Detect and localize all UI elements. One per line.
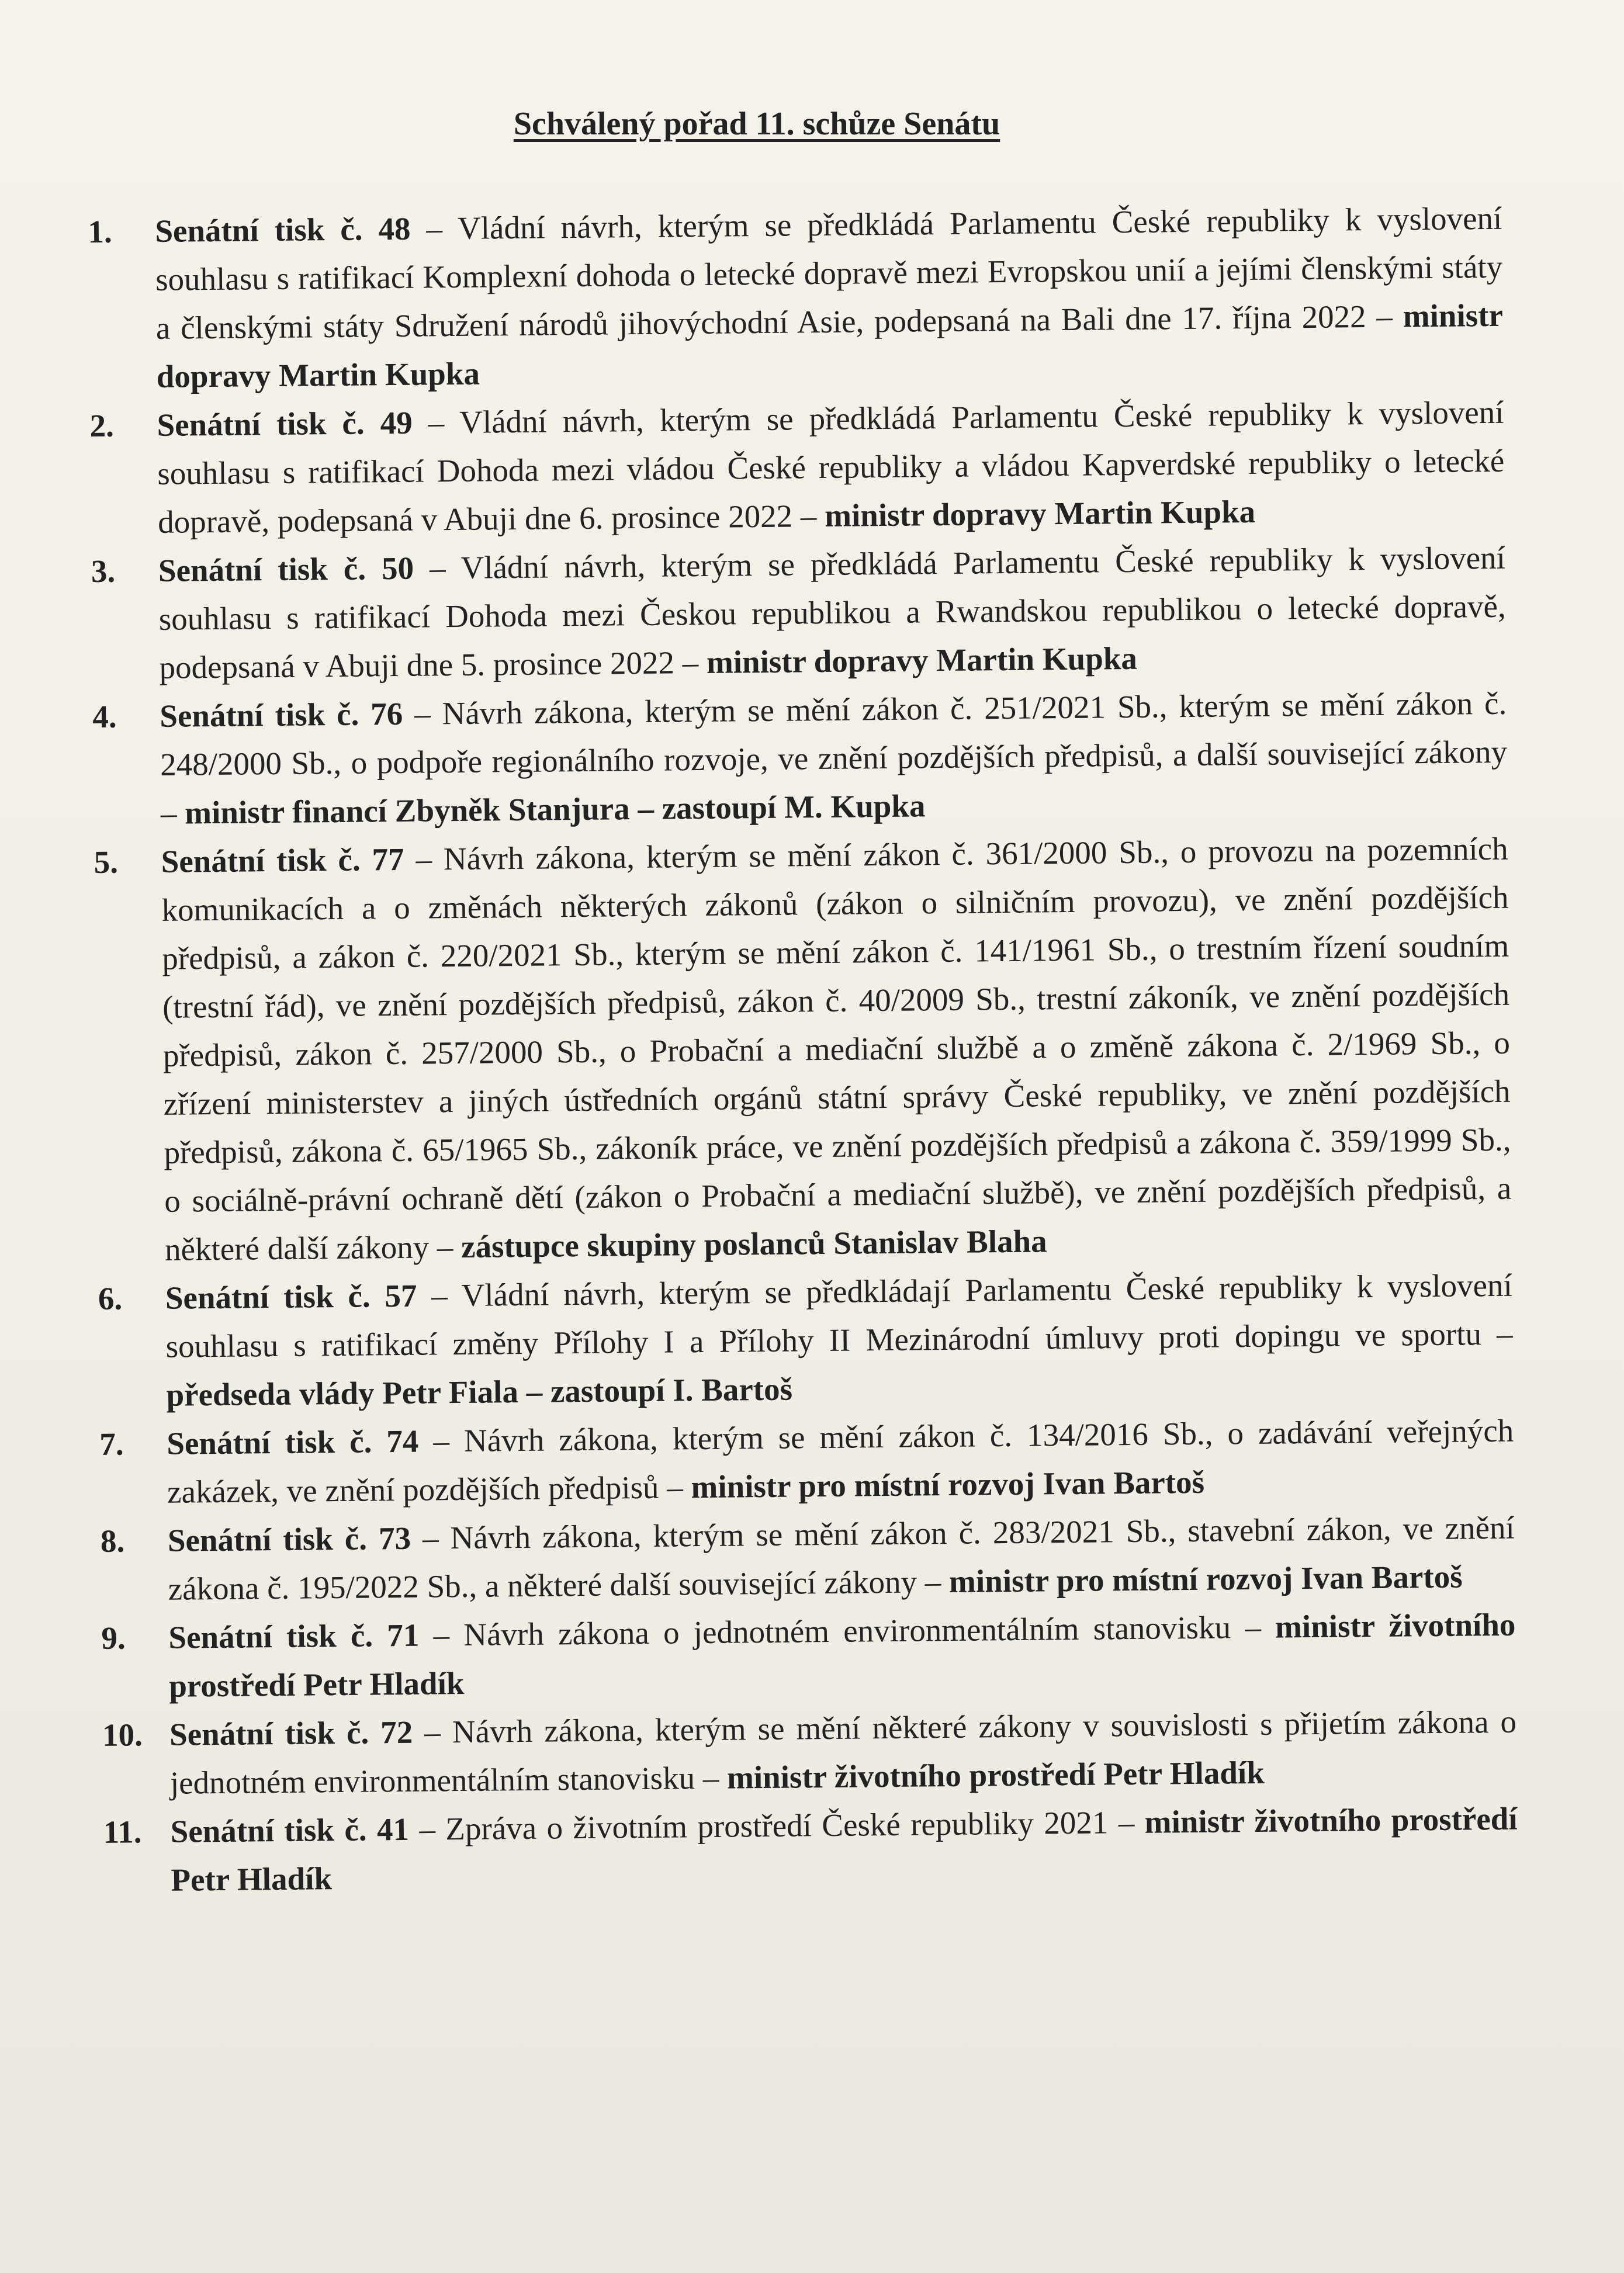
item-text bbox=[169, 1697, 1517, 1807]
item-text bbox=[158, 533, 1507, 692]
item-number: 5. bbox=[94, 844, 119, 880]
agenda-item-3 bbox=[91, 533, 1507, 692]
item-text bbox=[168, 1600, 1516, 1710]
item-tisk: Senátní tisk č. 71 bbox=[168, 1617, 420, 1655]
item-text bbox=[170, 1794, 1518, 1904]
item-tisk: Senátní tisk č. 41 bbox=[170, 1811, 410, 1849]
item-tisk: Senátní tisk č. 72 bbox=[169, 1714, 413, 1752]
item-description: – Vládní návrh, kterým se předkládá Parlamentu České republiky k vyslovení souhlasu s ratifikací Dohoda mezi vládou České republiky a vládou Kapverdské republiky o letecké dopravě, podepsaná v Abuji dne 6. prosince 2022 – bbox=[157, 394, 1505, 540]
agenda-item-2 bbox=[89, 388, 1505, 547]
item-tisk: Senátní tisk č. 48 bbox=[155, 210, 411, 249]
item-text bbox=[167, 1406, 1514, 1516]
item-description: – Návrh zákona, kterým se mění zákon č. 134/2016 Sb., o zadávání veřejných zakázek, ve znění pozdějších předpisů – bbox=[167, 1412, 1514, 1510]
item-number: 4. bbox=[92, 698, 117, 734]
item-tisk: Senátní tisk č. 76 bbox=[160, 695, 403, 734]
item-number: 2. bbox=[89, 407, 115, 443]
item-presenter: zástupce skupiny poslanců Stanislav Blaha bbox=[460, 1223, 1047, 1264]
agenda-item-1 bbox=[88, 194, 1504, 401]
item-tisk: Senátní tisk č. 74 bbox=[167, 1423, 419, 1461]
agenda-item-8 bbox=[101, 1503, 1515, 1614]
item-tisk: Senátní tisk č. 49 bbox=[157, 404, 413, 443]
item-tisk: Senátní tisk č. 73 bbox=[167, 1520, 411, 1558]
agenda-item-7 bbox=[99, 1406, 1514, 1517]
agenda-item-6 bbox=[98, 1261, 1514, 1420]
item-number: 1. bbox=[88, 213, 112, 250]
item-number: 6. bbox=[98, 1280, 123, 1316]
agenda-item-9 bbox=[101, 1600, 1516, 1711]
item-text bbox=[161, 824, 1512, 1274]
item-tisk: Senátní tisk č. 77 bbox=[161, 841, 404, 879]
item-tisk: Senátní tisk č. 57 bbox=[165, 1277, 417, 1316]
item-presenter: předseda vlády Petr Fiala – zastoupí I. Bartoš bbox=[166, 1371, 793, 1413]
item-presenter: ministr životního prostředí Petr Hladík bbox=[171, 1800, 1518, 1898]
item-number: 11. bbox=[103, 1814, 142, 1850]
item-text bbox=[155, 194, 1504, 401]
item-presenter: ministr životního prostředí Petr Hladík bbox=[726, 1754, 1265, 1796]
item-description: – Návrh zákona o jednotném environmentálním stanovisku – bbox=[419, 1609, 1276, 1653]
agenda-list bbox=[88, 194, 1518, 1905]
item-text bbox=[165, 1261, 1514, 1419]
agenda-item-11 bbox=[103, 1794, 1518, 1905]
agenda-item-10 bbox=[102, 1697, 1517, 1808]
item-number: 8. bbox=[100, 1523, 125, 1559]
item-description: – Návrh zákona, kterým se mění zákon č. 283/2021 Sb., stavební zákon, ve znění zákona č. 195/2022 Sb., a některé další související zákony – bbox=[168, 1509, 1515, 1607]
item-description: – Vládní návrh, kterým se předkládá Parlamentu České republiky k vyslovení souhlasu s ratifikací Komplexní dohoda o letecké dopravě mezi Evropskou unií a jejími členskými státy a členskými státy Sdružení národů jihovýchodní Asie, podepsaná na Bali dne 17. října 2022 – bbox=[155, 200, 1503, 346]
item-description: – Vládní návrh, kterým se předkládá Parlamentu České republiky k vyslovení souhlasu s ratifikací Dohoda mezi Českou republikou a Rwandskou republikou o letecké dopravě, podepsaná v Abuji dne 5. prosince 2022 – bbox=[158, 539, 1506, 685]
item-number: 3. bbox=[91, 553, 116, 589]
item-text bbox=[160, 679, 1508, 837]
agenda-item-5 bbox=[94, 824, 1512, 1274]
item-description: – Zpráva o životním prostředí České republiky 2021 – bbox=[408, 1804, 1145, 1847]
item-description: – Návrh zákona, kterým se mění zákon č. 361/2000 Sb., o provozu na pozemních komunikacích a o změnách některých zákonů (zákon o silničním provozu), ve znění pozdějších předpisů, a zákon č. 220/2021 Sb., kterým se mění zákon č. 141/1961 Sb., o trestním řízení soudním (trestní řád), ve znění pozdějších předpisů, zákon č. 40/2009 Sb., trestní zákoník, ve znění pozdějších předpisů, zákon č. 257/2000 Sb., o Probační a mediační službě a o změně zákona č. 2/1969 Sb., o zřízení ministerstev a jiných ústředních orgánů státní správy České republiky, ve znění pozdějších předpisů, zákona č. 65/1965 Sb., zákoník práce, ve znění pozdějších předpisů a zákona č. 359/1999 Sb., o sociálně-právní ochraně dětí (zákon o Probační a mediační službě), ve znění pozdějších předpisů, a některé další zákony – bbox=[161, 830, 1512, 1267]
item-number: 10. bbox=[102, 1717, 143, 1753]
item-text bbox=[168, 1503, 1515, 1613]
page-title: Schválený pořad 11. schůze Senátu bbox=[513, 106, 1000, 142]
item-text bbox=[157, 388, 1505, 546]
item-number: 9. bbox=[101, 1620, 126, 1656]
item-presenter: ministr pro místní rozvoj Ivan Bartoš bbox=[691, 1464, 1205, 1505]
item-presenter: ministr životního prostředí Petr Hladík bbox=[169, 1606, 1516, 1704]
item-number: 7. bbox=[99, 1426, 124, 1462]
item-presenter: ministr pro místní rozvoj Ivan Bartoš bbox=[948, 1558, 1463, 1599]
item-presenter: ministr dopravy Martin Kupka bbox=[824, 493, 1256, 533]
item-presenter: ministr financí Zbyněk Stanjura – zastoupí M. Kupka bbox=[184, 788, 926, 831]
item-description: – Návrh zákona, kterým se mění zákon č. 251/2021 Sb., kterým se mění zákon č. 248/2000 Sb., o podpoře regionálního rozvoje, ve znění pozdějších předpisů, a další související zákony – bbox=[160, 685, 1508, 831]
item-presenter: ministr dopravy Martin Kupka bbox=[706, 640, 1138, 680]
item-presenter: ministr dopravy Martin Kupka bbox=[156, 297, 1504, 394]
agenda-item-4 bbox=[92, 679, 1508, 838]
item-description: – Návrh zákona, kterým se mění některé zákony v souvislosti s přijetím zákona o jednotném environmentálním stanovisku – bbox=[169, 1703, 1517, 1801]
item-description: – Vládní návrh, kterým se předkládají Parlamentu České republiky k vyslovení souhlasu s ratifikací změny Přílohy I a Přílohy II Mezinárodní úmluvy proti dopingu ve sportu – bbox=[165, 1267, 1513, 1364]
item-tisk: Senátní tisk č. 50 bbox=[158, 550, 414, 588]
